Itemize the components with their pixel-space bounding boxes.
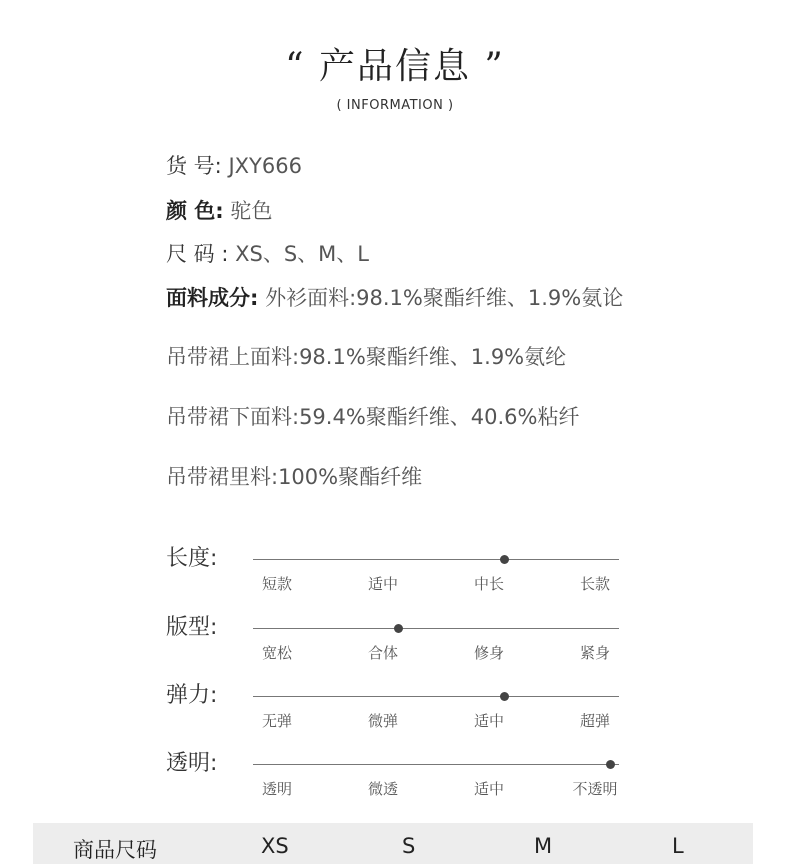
info-item-fabric [166, 282, 623, 312]
scale-fit [166, 610, 626, 672]
scale-tick-label: 无弹 [261, 712, 292, 730]
size-table-header [33, 823, 753, 864]
scale-label: 长度: [166, 546, 218, 571]
scale-indicator-dot [606, 760, 615, 769]
page-title: “ 产品信息 ” [285, 46, 505, 87]
scale-length [166, 541, 626, 603]
size-l: L [672, 834, 684, 858]
info-key: 货 号: [166, 154, 222, 178]
scale-tick-label: 适中 [473, 780, 504, 798]
scale-label: 透明: [166, 751, 218, 776]
info-value: JXY666 [221, 154, 302, 178]
scale-indicator-dot [500, 555, 509, 564]
info-value: 驼色 [223, 199, 273, 223]
scale-track [253, 764, 619, 765]
scale-tick-label: 长款 [579, 575, 610, 593]
info-value: 外衫面料:98.1%聚酯纤维、1.9%氨论 [258, 286, 624, 310]
info-item-color [166, 195, 272, 225]
info-value: XS、S、M、L [228, 242, 369, 266]
scale-tick-label: 透明 [261, 780, 292, 798]
scale-tick-label: 中长 [473, 575, 504, 593]
size-xs: XS [261, 834, 289, 858]
scale-label: 版型: [166, 615, 218, 640]
scale-track [253, 559, 619, 560]
scale-tick-label: 不透明 [572, 780, 618, 798]
scale-track [253, 628, 619, 629]
scale-tick-label: 短款 [261, 575, 292, 593]
info-key: 颜 色: [166, 199, 224, 223]
info-key: 尺 码 : [166, 242, 229, 266]
scale-tick-label: 修身 [473, 644, 504, 662]
page-subtitle: ( INFORMATION ) [336, 98, 454, 113]
size-m: M [534, 834, 553, 858]
scale-tick-label: 微透 [367, 780, 398, 798]
scale-track [253, 696, 619, 697]
scale-label: 弹力: [166, 683, 218, 708]
size-table-title: 商品尺码 [73, 838, 157, 862]
scale-tick-label: 适中 [473, 712, 504, 730]
info-key: 面料成分: [166, 286, 259, 310]
fabric-line-lining: 吊带裙里料:100%聚酯纤维 [166, 465, 423, 489]
scale-elasticity [166, 678, 626, 740]
scale-indicator-dot [394, 624, 403, 633]
info-item-size [166, 238, 369, 268]
scale-tick-label: 适中 [367, 575, 398, 593]
scale-tick-label: 合体 [367, 644, 398, 662]
scale-tick-label: 紧身 [579, 644, 610, 662]
scale-tick-label: 超弹 [579, 712, 610, 730]
scale-tick-label: 宽松 [261, 644, 292, 662]
scale-indicator-dot [500, 692, 509, 701]
fabric-line-lower: 吊带裙下面料:59.4%聚酯纤维、40.6%粘纤 [166, 405, 580, 429]
fabric-line-upper: 吊带裙上面料:98.1%聚酯纤维、1.9%氨纶 [166, 345, 567, 369]
scale-transparency [166, 746, 626, 808]
info-item-article-number [166, 150, 302, 180]
size-s: S [402, 834, 416, 858]
scale-tick-label: 微弹 [367, 712, 398, 730]
